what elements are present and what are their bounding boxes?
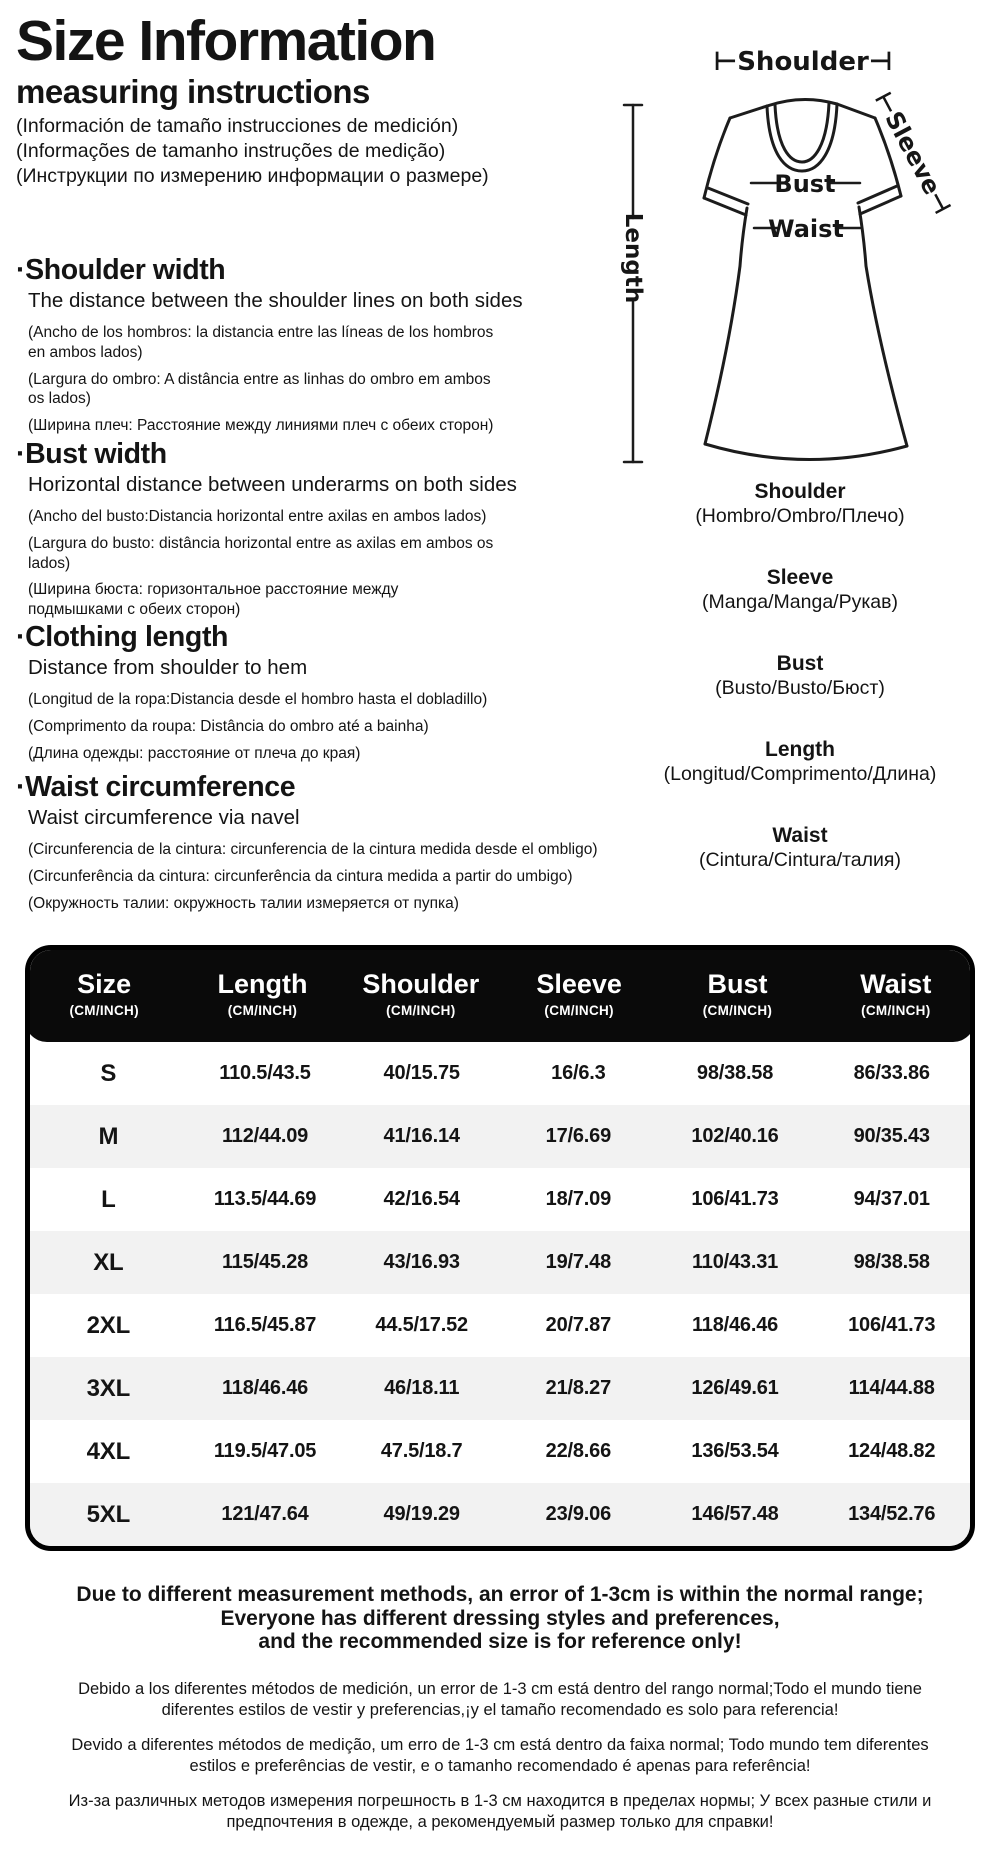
cell-waist: 94/37.01 — [853, 1188, 930, 1210]
column-unit: (CM/INCH) — [861, 1003, 931, 1018]
legend-name: Length — [765, 738, 835, 761]
cell-size: S — [100, 1059, 117, 1087]
waist-label: Waist — [768, 215, 844, 243]
cell-sleeve: 22/8.66 — [545, 1440, 612, 1462]
cell-size: XL — [93, 1248, 124, 1276]
footer-note-es: Debido a los diferentes métodos de medición, un error de 1-3 cm está dentro del rango normal;Todo el mundo tiene diferentes estilos de vestir y preferencias,¡y el tamaño recomendado es solo para referencia! — [78, 1679, 922, 1719]
cell-length: 118/46.46 — [221, 1377, 309, 1399]
legend-name: Waist — [772, 824, 828, 847]
legend-item-length — [570, 737, 1000, 787]
column-unit: (CM/INCH) — [544, 1003, 614, 1018]
cell-length: 115/45.28 — [221, 1251, 309, 1273]
legend-item-bust — [570, 651, 1000, 701]
section-description: Waist circumference via navel — [28, 805, 300, 829]
cell-bust: 136/53.54 — [691, 1440, 779, 1462]
dress-measurement-diagram — [570, 18, 1000, 473]
cell-shoulder: 49/19.29 — [383, 1503, 460, 1525]
legend-translation: (Hombro/Ombro/Плечо) — [695, 505, 905, 527]
cell-sleeve: 19/7.48 — [545, 1251, 612, 1273]
section-note-ru: (Длина одежды: расстояние от плеча до края) — [28, 744, 361, 762]
column-unit: (CM/INCH) — [69, 1003, 139, 1018]
cell-bust: 102/40.16 — [691, 1125, 779, 1147]
section-note-pt: (Largura do ombro: A distância entre as linhas do ombro em ambos os lados) — [28, 370, 491, 408]
section-waist-circumference — [16, 771, 598, 920]
table-row-xl — [30, 1231, 970, 1294]
section-note-pt: (Comprimento da roupa: Distância do ombro até a bainha) — [28, 718, 429, 736]
legend-name: Sleeve — [766, 566, 834, 589]
section-note-ru: (Окружность талии: окружность талии измеряется от пупка) — [28, 894, 459, 912]
column-unit: (CM/INCH) — [386, 1003, 456, 1018]
cell-waist: 134/52.76 — [848, 1503, 936, 1525]
footer-notes — [0, 1583, 1000, 1833]
footer-note-en-line3: and the recommended size is for reference only! — [258, 1630, 742, 1653]
page-subtitle: measuring instructions — [16, 72, 370, 110]
table-row-4xl — [30, 1420, 970, 1483]
cell-size: 3XL — [86, 1374, 131, 1402]
column-label: Size — [77, 969, 132, 999]
section-title: ·Waist circumference — [16, 771, 296, 803]
column-header-waist — [817, 969, 975, 1018]
size-table-body — [30, 1042, 970, 1546]
footer-note-en-line1: Due to different measurement methods, an error of 1-3cm is within the normal range; — [76, 1583, 924, 1606]
section-title: ·Clothing length — [16, 621, 229, 653]
cell-waist: 98/38.58 — [853, 1251, 930, 1273]
legend-name: Shoulder — [754, 480, 846, 503]
diagram-labels — [620, 47, 957, 303]
legend-translation: (Busto/Busto/Бюст) — [715, 677, 885, 699]
section-description: Distance from shoulder to hem — [28, 655, 308, 679]
section-note-pt: (Circunferência da cintura: circunferência da cintura medida a partir do umbigo) — [28, 868, 573, 886]
table-row-s — [30, 1042, 970, 1105]
section-note-es: (Longitud de la ropa:Distancia desde el hombro hasta el dobladillo) — [28, 691, 488, 709]
section-description: Horizontal distance between underarms on both sides — [28, 472, 517, 496]
bust-label: Bust — [774, 170, 836, 198]
table-row-5xl — [30, 1483, 970, 1546]
title-translation-es: (Información de tamaño instrucciones de medición) — [16, 115, 459, 138]
column-header-length — [183, 969, 341, 1018]
cell-shoulder: 47.5/18.7 — [380, 1440, 463, 1462]
column-header-shoulder — [342, 969, 500, 1018]
cell-sleeve: 18/7.09 — [545, 1188, 612, 1210]
size-table-header — [25, 945, 975, 1042]
column-label: Length — [217, 969, 308, 999]
cell-bust: 98/38.58 — [696, 1062, 774, 1084]
footer-note-en-line2: Everyone has different dressing styles and preferences, — [220, 1606, 780, 1630]
cell-shoulder: 43/16.93 — [383, 1251, 460, 1273]
cell-bust: 118/46.46 — [691, 1314, 779, 1336]
legend-item-waist — [570, 823, 1000, 873]
legend-item-sleeve — [570, 565, 1000, 615]
legend-name: Bust — [776, 652, 824, 675]
cell-waist: 114/44.88 — [848, 1377, 935, 1399]
section-note-es: (Ancho de los hombros: la distancia entre las líneas de los hombros en ambos lados) — [28, 324, 494, 362]
section-description: The distance between the shoulder lines on both sides — [28, 288, 523, 312]
cell-length: 116.5/45.87 — [213, 1314, 317, 1336]
cell-waist: 124/48.82 — [848, 1440, 936, 1462]
cell-sleeve: 17/6.69 — [545, 1125, 612, 1147]
cell-waist: 86/33.86 — [853, 1062, 930, 1084]
legend-translation: (Cintura/Cintura/талия) — [699, 849, 901, 871]
cell-sleeve: 16/6.3 — [551, 1062, 606, 1084]
cell-size: L — [101, 1185, 116, 1213]
cell-bust: 106/41.73 — [691, 1188, 779, 1210]
cell-shoulder: 40/15.75 — [383, 1062, 460, 1084]
column-label: Waist — [860, 969, 932, 999]
title-translation-pt: (Informações de tamanho instruções de medição) — [16, 140, 446, 163]
legend-item-shoulder — [570, 479, 1000, 529]
cell-length: 112/44.09 — [221, 1125, 309, 1147]
cell-size: 4XL — [86, 1437, 131, 1465]
column-unit: (CM/INCH) — [227, 1003, 298, 1018]
section-note-es: (Ancho del busto:Distancia horizontal entre axilas en ambos lados) — [28, 508, 487, 526]
cell-size: M — [98, 1122, 119, 1150]
cell-size: 5XL — [86, 1500, 131, 1528]
footer-note-ru: Из-за различных методов измерения погрешность в 1-3 см находится в пределах нормы; У всех разные стили и предпочтения в одежде, а рекомендуемый размер только для справки! — [68, 1791, 932, 1831]
table-row-2xl — [30, 1294, 970, 1357]
section-note-ru: (Ширина плеч: Расстояние между линиями плеч с обеих сторон) — [28, 417, 494, 435]
section-note-es: (Circunferencia de la cintura: circunferencia de la cintura medida desde el ombligo) — [28, 841, 598, 859]
length-measure-label: Length — [620, 212, 646, 304]
section-clothing-length — [16, 621, 494, 770]
section-note-pt: (Largura do busto: distância horizontal entre as axilas em ambos os lados) — [28, 535, 494, 572]
cell-waist: 90/35.43 — [853, 1125, 930, 1147]
cell-length: 119.5/47.05 — [213, 1440, 317, 1462]
cell-shoulder: 42/16.54 — [383, 1188, 460, 1210]
cell-bust: 126/49.61 — [691, 1377, 779, 1399]
shoulder-measure-label: ⊢Shoulder⊣ — [713, 47, 893, 77]
footer-note-pt: Devido a diferentes métodos de medição, um erro de 1-3 cm está dentro da faixa normal; Todo mundo tem diferentes estilos e preferências de vestir, e o tamanho recomendado é apenas para referência! — [71, 1735, 929, 1775]
masthead — [16, 10, 556, 189]
dress-outline — [704, 99, 907, 459]
column-header-sleeve — [500, 969, 658, 1018]
legend-translation: (Longitud/Comprimento/Длина) — [663, 763, 937, 785]
table-row-3xl — [30, 1357, 970, 1420]
cell-shoulder: 44.5/17.52 — [375, 1314, 468, 1336]
column-header-bust — [658, 969, 816, 1018]
column-label: Sleeve — [536, 969, 622, 999]
page-title: Size Information — [16, 9, 436, 73]
table-row-m — [30, 1105, 970, 1168]
cell-sleeve: 20/7.87 — [545, 1314, 612, 1336]
cell-waist: 106/41.73 — [848, 1314, 936, 1336]
column-label: Shoulder — [362, 969, 480, 999]
column-unit: (CM/INCH) — [702, 1003, 773, 1018]
cell-sleeve: 23/9.06 — [545, 1503, 612, 1525]
column-header-size — [25, 969, 183, 1018]
section-title: ·Shoulder width — [16, 254, 226, 286]
size-table — [25, 945, 975, 1551]
legend-translation: (Manga/Manga/Рукав) — [702, 591, 898, 613]
section-title: ·Bust width — [16, 438, 167, 470]
table-row-l — [30, 1168, 970, 1231]
cell-shoulder: 41/16.14 — [383, 1125, 460, 1147]
cell-bust: 110/43.31 — [691, 1251, 779, 1273]
sleeve-measure-label: ⊢Sleeve⊣ — [868, 87, 957, 219]
title-translation-ru: (Инструкции по измерению информации о размере) — [16, 165, 489, 188]
column-label: Bust — [707, 969, 768, 999]
cell-length: 110.5/43.5 — [219, 1062, 311, 1084]
cell-size: 2XL — [86, 1311, 131, 1339]
cell-bust: 146/57.48 — [691, 1503, 779, 1525]
cell-length: 121/47.64 — [221, 1503, 309, 1525]
cell-shoulder: 46/18.11 — [384, 1377, 460, 1399]
section-bust-width — [16, 438, 517, 627]
section-shoulder-width — [16, 254, 523, 443]
section-note-ru: (Ширина бюста: горизонтальное расстояние между подмышками с обеих сторон) — [28, 581, 399, 619]
cell-length: 113.5/44.69 — [213, 1188, 317, 1210]
measurement-legend — [570, 479, 1000, 909]
cell-sleeve: 21/8.27 — [545, 1377, 612, 1399]
